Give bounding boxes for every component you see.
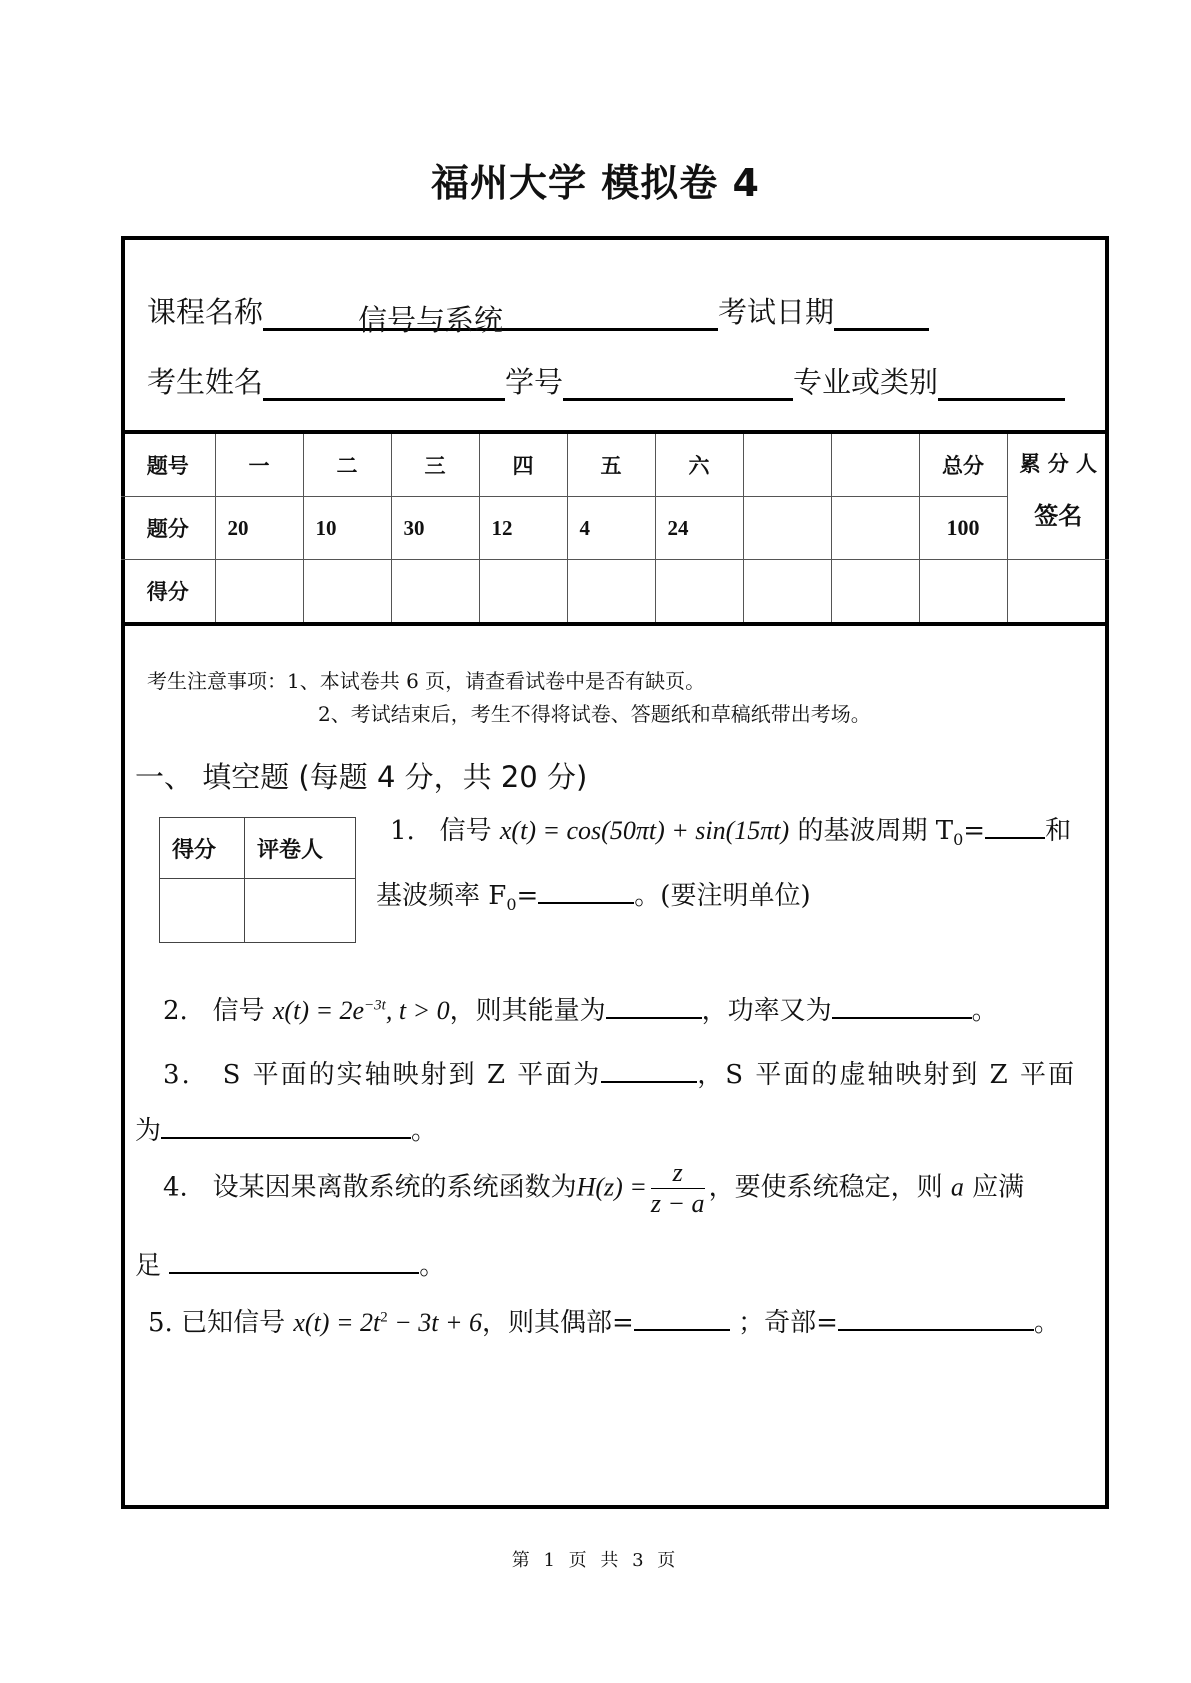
earned-cell[interactable] bbox=[743, 560, 831, 625]
q3-mid: ，S 平面的虚轴映射到 Z 平面 bbox=[697, 1060, 1076, 1090]
q5-blank-even[interactable] bbox=[634, 1303, 730, 1331]
q4-frac-numerator: z bbox=[651, 1158, 705, 1189]
q4-end: 应满 bbox=[972, 1172, 1025, 1203]
q2-blank-power[interactable] bbox=[832, 991, 972, 1019]
q5-mid2: ；奇部= bbox=[738, 1308, 838, 1338]
name-label: 考生姓名 bbox=[147, 365, 264, 399]
earned-cell[interactable] bbox=[655, 560, 743, 625]
q5-formula-b: − 3t + 6 bbox=[387, 1308, 483, 1337]
q1-line2-end: 。(要注明单位) bbox=[634, 881, 811, 911]
student-row bbox=[147, 360, 1065, 401]
date-field[interactable] bbox=[834, 298, 929, 331]
page-footer: 第 1 页 共 3 页 bbox=[511, 1550, 680, 1571]
course-field[interactable] bbox=[263, 298, 718, 337]
signer-signature-cell[interactable] bbox=[1007, 560, 1109, 625]
q4-mid: ，要使系统稳定，则 bbox=[708, 1172, 943, 1203]
q3-blank-imag-axis[interactable] bbox=[161, 1111, 411, 1139]
exam-title: 福州大学 模拟卷 4 bbox=[431, 161, 760, 205]
id-field[interactable] bbox=[563, 368, 793, 401]
course-row bbox=[147, 290, 929, 337]
q1-eq: = bbox=[963, 816, 986, 846]
q3-pre: S 平面的实轴映射到 Z 平面为 bbox=[222, 1060, 602, 1090]
question-number: 一 bbox=[215, 432, 303, 497]
q2-number: 2. bbox=[163, 996, 188, 1026]
row-label: 题分 bbox=[121, 497, 215, 560]
q3-blank-real-axis[interactable] bbox=[601, 1055, 697, 1083]
q2-formula-a: x(t) = 2e bbox=[272, 996, 365, 1025]
q5-blank-odd[interactable] bbox=[838, 1303, 1034, 1331]
question-points bbox=[743, 497, 831, 560]
question-number: 四 bbox=[479, 432, 567, 497]
question-points: 10 bbox=[303, 497, 391, 560]
q1-end: 和 bbox=[1045, 816, 1072, 846]
q2-mid2: ，功率又为 bbox=[701, 996, 832, 1026]
q1-mid: 的基波周期 T bbox=[797, 816, 954, 846]
q1-blank-frequency[interactable] bbox=[538, 876, 634, 904]
score-table-row-points bbox=[121, 497, 1109, 560]
q5-formula-sup: 2 bbox=[380, 1309, 388, 1326]
q5-number: 5. bbox=[148, 1308, 173, 1338]
question-number: 五 bbox=[567, 432, 655, 497]
q4-fraction bbox=[651, 1158, 705, 1219]
section-heading: 一、 填空题 (每题 4 分，共 20 分) bbox=[135, 760, 588, 794]
q4-h: H(z) = bbox=[576, 1172, 647, 1202]
q2-formula-sup: −3t bbox=[364, 997, 386, 1014]
q4-line2: 足 bbox=[135, 1251, 162, 1281]
earned-cell[interactable] bbox=[391, 560, 479, 625]
grader-name-cell[interactable] bbox=[245, 879, 356, 943]
question-number bbox=[743, 432, 831, 497]
question-2 bbox=[163, 990, 998, 1027]
q5-formula-a: x(t) = 2t bbox=[293, 1308, 381, 1337]
question-4 bbox=[163, 1158, 1024, 1219]
q4-frac-denominator: z − a bbox=[650, 1188, 705, 1218]
question-points bbox=[831, 497, 919, 560]
signer-label-2: 签名 bbox=[1034, 502, 1083, 530]
question-points: 20 bbox=[215, 497, 303, 560]
question-number: 二 bbox=[303, 432, 391, 497]
q2-mid: ，则其能量为 bbox=[449, 996, 606, 1026]
question-3 bbox=[163, 1054, 1076, 1091]
q5-pre: 已知信号 bbox=[181, 1308, 286, 1338]
q2-end: 。 bbox=[971, 996, 998, 1026]
q1-formula: x(t) = cos(50πt) + sin(15πt) bbox=[499, 816, 790, 845]
earned-cell[interactable] bbox=[831, 560, 919, 625]
earned-cell[interactable] bbox=[479, 560, 567, 625]
question-5 bbox=[148, 1302, 1060, 1339]
q5-end: 。 bbox=[1033, 1308, 1060, 1338]
question-points: 12 bbox=[479, 497, 567, 560]
question-number: 六 bbox=[655, 432, 743, 497]
question-1-line-2 bbox=[376, 875, 811, 914]
row-label: 题号 bbox=[121, 432, 215, 497]
q1-line2-pre: 基波频率 F bbox=[376, 881, 507, 911]
question-number bbox=[831, 432, 919, 497]
earned-cell[interactable] bbox=[567, 560, 655, 625]
signer-cell bbox=[1007, 432, 1109, 560]
question-number: 三 bbox=[391, 432, 479, 497]
q1-number: 1. bbox=[390, 816, 415, 846]
q1-pre: 信号 bbox=[439, 816, 492, 846]
q3-end: 。 bbox=[411, 1116, 438, 1146]
grader-score-cell[interactable] bbox=[160, 879, 245, 943]
q2-blank-energy[interactable] bbox=[606, 991, 702, 1019]
earned-cell[interactable] bbox=[215, 560, 303, 625]
score-table-row-earned bbox=[121, 560, 1109, 625]
total-label: 总分 bbox=[919, 432, 1007, 497]
q2-formula-b: , t > 0 bbox=[385, 996, 450, 1025]
q1-line2-sub: 0 bbox=[506, 895, 517, 915]
score-table bbox=[121, 430, 1109, 626]
q5-mid: ，则其偶部= bbox=[482, 1308, 634, 1338]
q4-pre: 设某因果离散系统的系统函数为 bbox=[212, 1172, 577, 1203]
q1-sub: 0 bbox=[953, 830, 964, 850]
score-table-row-questions bbox=[121, 432, 1109, 497]
signer-label-1: 累 分 人 bbox=[1019, 452, 1098, 476]
total-points: 100 bbox=[919, 497, 1007, 560]
grader-header-grader: 评卷人 bbox=[245, 818, 356, 879]
question-points: 24 bbox=[655, 497, 743, 560]
question-3-line-2 bbox=[135, 1110, 437, 1147]
notice-line-2: 2、考试结束后，考生不得将试卷、答题纸和草稿纸带出考场。 bbox=[318, 702, 871, 726]
q3-number: 3. bbox=[163, 1060, 192, 1090]
course-label: 课程名称 bbox=[147, 295, 264, 329]
q1-line2-eq: = bbox=[516, 881, 539, 911]
id-label: 学号 bbox=[505, 365, 564, 399]
name-field[interactable] bbox=[263, 368, 505, 401]
q4-blank-condition[interactable] bbox=[169, 1246, 419, 1274]
date-label: 考试日期 bbox=[718, 295, 835, 329]
question-1 bbox=[390, 810, 1071, 849]
q2-pre: 信号 bbox=[212, 996, 265, 1026]
notice-line-1: 考生注意事项：1、本试卷共 6 页，请查看试卷中是否有缺页。 bbox=[147, 669, 706, 693]
question-4-line-2 bbox=[135, 1245, 445, 1282]
row-label: 得分 bbox=[121, 560, 215, 625]
major-label: 专业或类别 bbox=[793, 365, 939, 399]
grader-table bbox=[159, 817, 356, 943]
grader-header-score: 得分 bbox=[160, 818, 245, 879]
q1-blank-period[interactable] bbox=[985, 811, 1045, 839]
q3-line2: 为 bbox=[135, 1116, 162, 1146]
question-points: 4 bbox=[567, 497, 655, 560]
q4-number: 4. bbox=[163, 1172, 188, 1203]
earned-cell[interactable] bbox=[303, 560, 391, 625]
q4-line2-end: 。 bbox=[419, 1251, 446, 1281]
question-points: 30 bbox=[391, 497, 479, 560]
earned-total-cell[interactable] bbox=[919, 560, 1007, 625]
major-field[interactable] bbox=[938, 368, 1065, 401]
q4-var: a bbox=[950, 1172, 964, 1202]
course-value: 信号与系统 bbox=[358, 303, 504, 337]
